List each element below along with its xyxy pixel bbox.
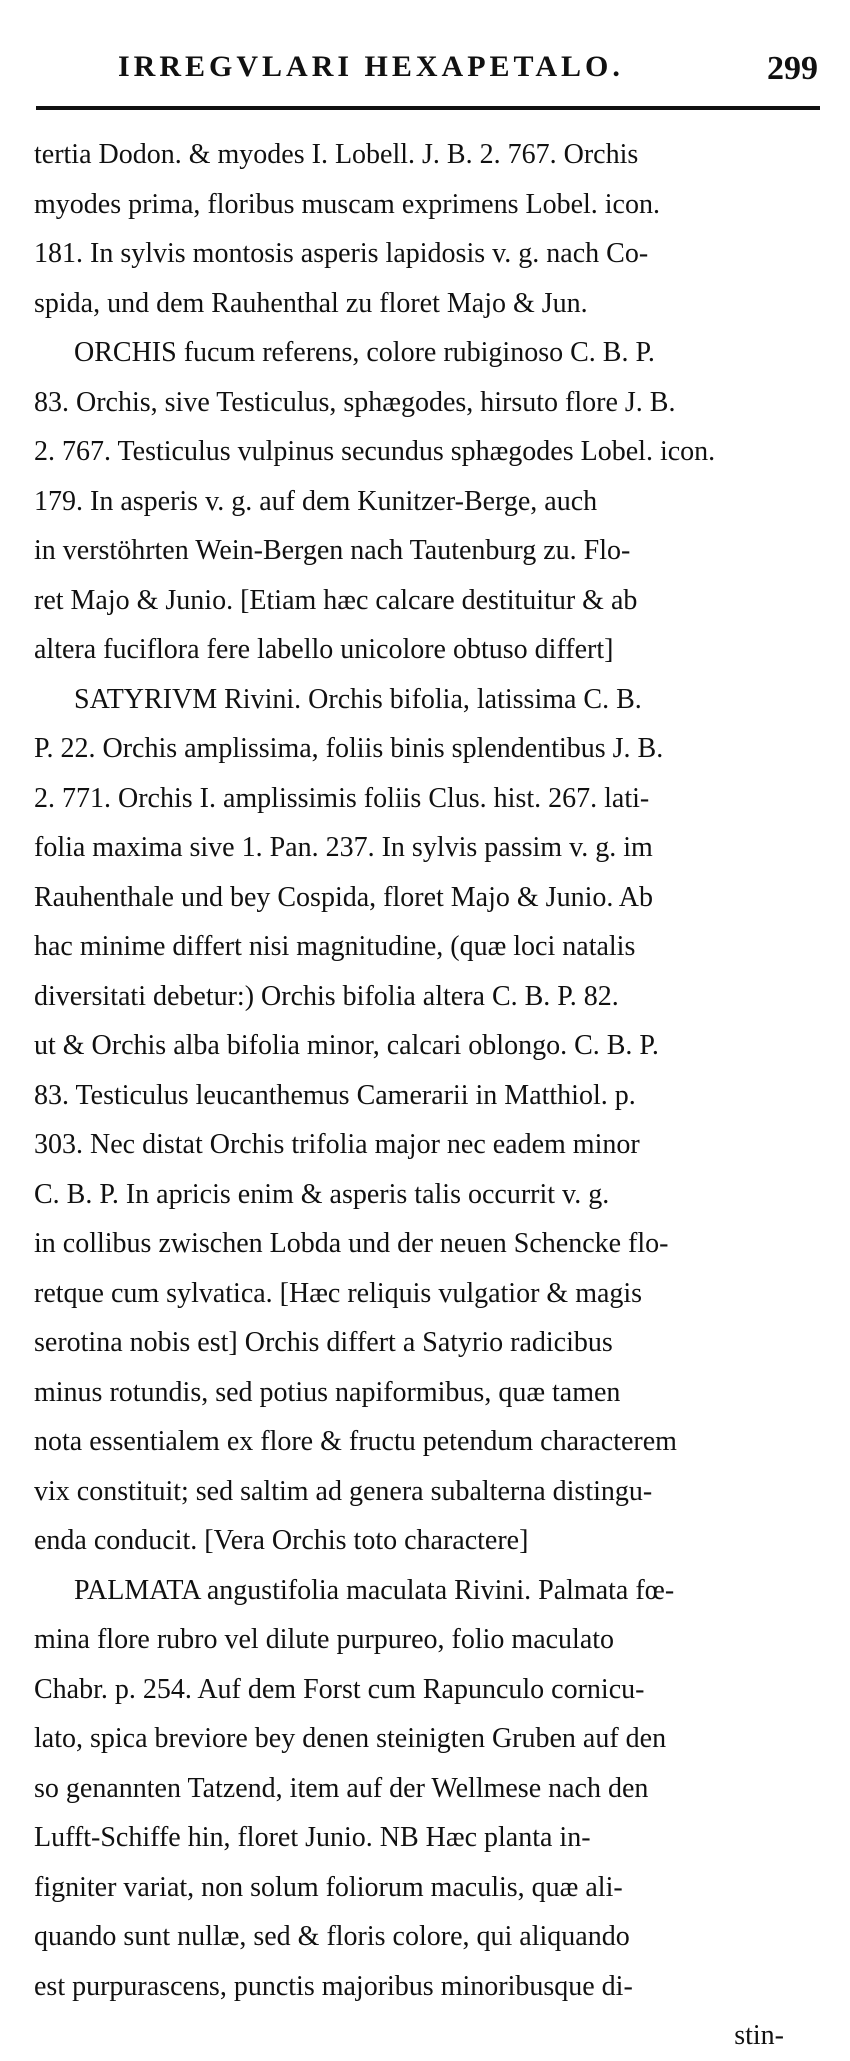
text-line: spida, und dem Rauhenthal zu floret Majo & Jun. xyxy=(34,287,588,319)
text-line: 2. 771. Orchis I. amplissimis foliis Clus. hist. 267. lati- xyxy=(34,782,650,814)
page-header xyxy=(118,50,818,90)
text-line: 303. Nec distat Orchis trifolia major nec eadem minor xyxy=(34,1129,640,1160)
text-line: tertia Dodon. & myodes I. Lobell. J. B. 2. 767. Orchis xyxy=(34,139,639,170)
text-line: figniter variat, non solum foliorum maculis, quæ ali- xyxy=(34,1871,623,1903)
text-line: Rauhenthale und bey Cospida, floret Majo & Junio. Ab xyxy=(34,881,654,913)
text-line: quando sunt nullæ, sed & floris colore, qui aliquando xyxy=(34,1921,630,1952)
text-line: 83. Testiculus leucanthemus Camerarii in Matthiol. p. xyxy=(34,1079,636,1111)
text-line: 181. In sylvis montosis asperis lapidosis v. g. nach Co- xyxy=(34,238,649,269)
text-line: retque cum sylvatica. [Hæc reliquis vulgatior & magis xyxy=(34,1277,643,1309)
text-line: PALMATA angustifolia maculata Rivini. Palmata fœ- xyxy=(74,1574,675,1606)
running-title: IRREGVLARI HEXAPETALO. xyxy=(118,50,624,83)
text-line: vix constituit; sed saltim ad genera subalterna distingu- xyxy=(34,1475,653,1507)
text-line: myodes prima, floribus muscam exprimens Lobel. icon. xyxy=(34,188,660,220)
text-line: Lufft-Schiffe hin, floret Junio. NB Hæc planta in- xyxy=(34,1822,591,1853)
text-line: in collibus zwischen Lobda und der neuen Schencke flo- xyxy=(34,1228,669,1259)
text-line: lato, spica breviore bey denen steinigten Gruben auf den xyxy=(34,1723,667,1754)
text-line: so genannten Tatzend, item auf der Wellmese nach den xyxy=(34,1772,649,1804)
text-line: diversitati debetur:) Orchis bifolia altera C. B. P. 82. xyxy=(34,980,619,1012)
text-line: ret Majo & Junio. [Etiam hæc calcare destituitur & ab xyxy=(34,584,638,616)
text-line: serotina nobis est] Orchis differt a Satyrio radicibus xyxy=(34,1327,613,1358)
text-line: SATYRIVM Rivini. Orchis bifolia, latissima C. B. xyxy=(74,683,642,715)
text-line: hac minime differt nisi magnitudine, (quæ loci natalis xyxy=(34,931,636,962)
text-line: enda conducit. [Vera Orchis toto charactere] xyxy=(34,1525,529,1556)
text-line: 2. 767. Testiculus vulpinus secundus sphægodes Lobel. icon. xyxy=(34,436,716,467)
text-line: C. B. P. In apricis enim & asperis talis occurrit v. g. xyxy=(34,1178,610,1210)
page-number: 299 xyxy=(767,50,818,87)
text-line: est purpurascens, punctis majoribus minoribusque di- xyxy=(34,1970,633,2002)
text-line: altera fuciflora fere labello unicolore obtuso differt] xyxy=(34,634,614,665)
text-line: 179. In asperis v. g. auf dem Kunitzer-Berge, auch xyxy=(34,485,598,517)
catchword: stin- xyxy=(734,2020,784,2051)
text-line: minus rotundis, sed potius napiformibus, quæ tamen xyxy=(34,1376,621,1408)
text-line: ORCHIS fucum referens, colore rubiginoso C. B. P. xyxy=(74,337,655,368)
text-line: P. 22. Orchis amplissima, foliis binis splendentibus J. B. xyxy=(34,733,664,764)
text-line: Chabr. p. 254. Auf dem Forst cum Rapunculo cornicu- xyxy=(34,1673,645,1705)
text-line: folia maxima sive 1. Pan. 237. In sylvis passim v. g. im xyxy=(34,832,653,863)
text-line: mina flore rubro vel dilute purpureo, folio maculato xyxy=(34,1624,615,1655)
text-line: ut & Orchis alba bifolia minor, calcari oblongo. C. B. P. xyxy=(34,1030,659,1061)
header-rule xyxy=(36,106,820,110)
text-line: in verstöhrten Wein-Bergen nach Tautenburg zu. Flo- xyxy=(34,535,631,566)
text-line: nota essentialem ex flore & fructu petendum characterem xyxy=(34,1426,677,1457)
body-text xyxy=(34,130,824,2061)
text-line: 83. Orchis, sive Testiculus, sphægodes, hirsuto flore J. B. xyxy=(34,386,676,418)
